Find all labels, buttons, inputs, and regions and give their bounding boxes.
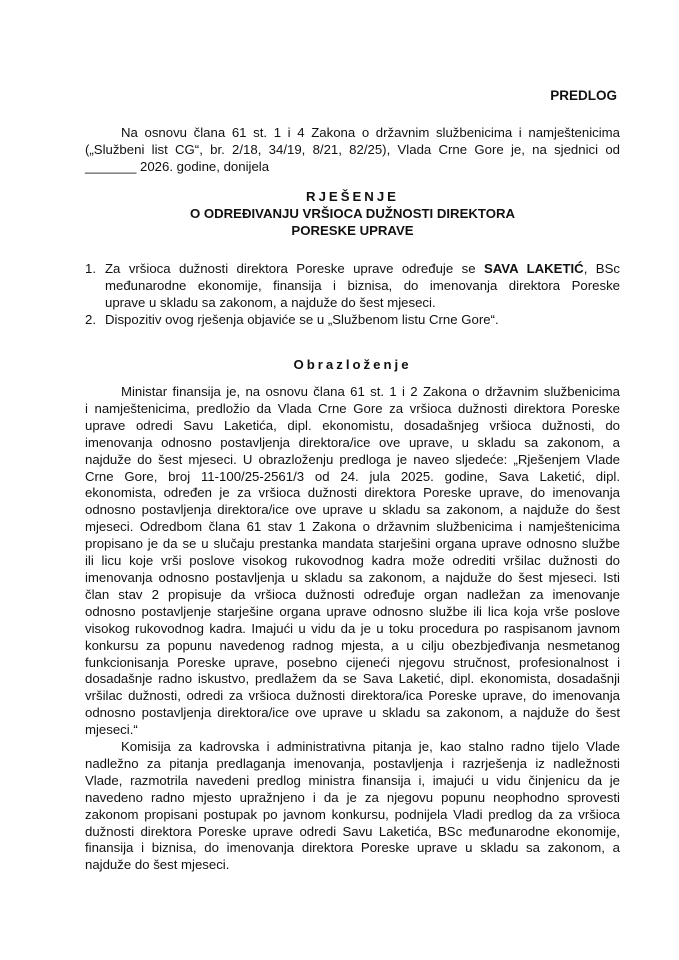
appointee-name: SAVA LAKETIĆ [483,261,584,276]
list-item [85,312,620,329]
text-line: Ministar finansija je, na osnovu člana 61 st. 1 i 2 Zakona o državnim službenicima [121,384,620,399]
list-number: 2. [85,312,96,327]
text-line: dosadašnje radno iskustvo, predlažem da se Sava Laketić, dipl. ekonomista, dosadašnji [85,671,620,687]
text-line: Vlade, razmotrila navedeni predlog ministra finansija i, imajući u vidu činjenicu da je [85,772,620,788]
text-line: Na osnovu člana 61 st. 1 i 4 Zakona o državnim službenicima i namještenicima [121,125,620,140]
text-line: i namještenicima, predložio da Vlada Crne Gore za vršioca dužnosti direktora Poreske [85,400,620,416]
list-number: 1. [85,261,96,276]
list-text: Za vršioca dužnosti direktora Poreske uprave određuje se [105,261,484,276]
text-line: imenovanja odnosno postavljenja u skladu sa zakonom, a najduže do šest mjeseci. Isti [85,569,620,585]
document-title [85,188,620,239]
text-line: Komisija za kadrovska i administrativna pitanja je, kao stalno radno tijelo Vlade [121,739,620,754]
intro-paragraph [85,125,620,176]
explanation-paragraph [85,739,620,874]
title-line-2: O ODREĐIVANJU VRŠIOCA DUŽNOSTI DIREKTORA [189,206,516,221]
proposal-label: PREDLOG [550,88,617,103]
list-line [105,261,620,278]
text-line: imenovanja odnosno postavljenja direktora/ice ove uprave, u skladu sa zakonom, a [85,434,620,450]
explanation-paragraph [85,384,620,739]
text-line: uprave odredi Savu Laketića, dipl. ekonomistu, dosadašnjeg vršioca dužnosti, do [85,417,620,433]
text-line: najduže do šest mjeseci. U obrazloženju predloga je naveo sljedeće: „Rješenjem Vlade [85,451,620,467]
text-line: („Službeni list CG“, br. 2/18, 34/19, 8/21, 82/25), Vlada Crne Gore je, na sjednici od [85,141,620,157]
list-item [85,261,620,312]
text-line: ili licu koje vrši poslove visokog rukovodnog kadra može odrediti vršilac dužnosti do [85,553,620,569]
text-line: nadležno za pitanja predlaganja imenovanja, postavljenja i razrješenja iz nadležnosti [85,755,620,771]
text-line: odnosno postavljenja direktora/ice ove uprave u skladu sa zakonom, a najduže do šest [85,502,620,518]
text-line: uprave u skladu sa zakonom, a najduže do šest mjeseci. [105,294,436,310]
list-text: , BSc [583,261,620,276]
text-line: član stav 2 propisuje da vršioca dužnosti određuje organ nadležan za imenovanje [85,586,620,602]
text-line: mjeseci. Odredbom člana 61 stav 1 Zakona o državnim službenicima i namještenicima [85,519,620,535]
text-line: zakonom propisani postupak po javnom konkursu, podnijela Vladi predlog da za vršioca [85,806,620,822]
text-line: odnosno postavljenje starješine organa uprave odnosno službe ili lica koja vrše poslove [85,603,620,619]
text-line: konkursu za popunu navedenog radnog mjesta, a u cilju obezbjeđivanja nesmetanog [85,637,620,653]
explanation-heading: Obrazloženje [293,357,412,372]
title-line-1: RJEŠENJE [306,189,399,204]
text-line: Crne Gore, broj 11-100/25-2561/3 od 24. jula 2025. godine, Sava Laketić, dipl. [85,468,620,484]
list-text: Dispozitiv ovog rješenja objaviće se u „Službenom listu Crne Gore“. [105,312,499,327]
text-line: finansija i biznisa, do imenovanja direktora Poreske uprave u skladu sa zakonom, a [85,840,620,856]
text-line: ekonomista, određen je za vršioca dužnosti direktora Poreske uprave, do imenovanja [85,485,620,501]
text-line: najduže do šest mjeseci. [85,857,230,873]
text-line: propisano je da se u slučaju prestanka mandata starješini organa uprave odnosno službe [85,536,620,552]
title-line-3: PORESKE UPRAVE [291,223,414,238]
list-continuation [105,278,620,312]
text-line: mjeseci.“ [85,722,138,738]
text-line: visokog rukovodnog kadra. Imajući u vidu da je u toku procedura po raspisanom javnom [85,620,620,636]
text-line: vršilac dužnosti, odredi za vršioca dužnosti direktora/ica Poreske uprave, do imenovanja [85,688,620,704]
text-line: odnosno postavljenja direktora/ice ove uprave u skladu sa zakonom, a najduže do šest [85,705,620,721]
text-line: funkcionisanja Poreske uprave, posebno cijeneći njegovu stručnost, profesionalnost i [85,654,620,670]
text-line: dužnosti direktora Poreske uprave odredi Savu Laketića, BSc međunarodne ekonomije, [85,823,620,839]
text-line: _______ 2026. godine, donijela [85,158,270,174]
text-line: međunarodne ekonomije, finansija i biznisa, do imenovanja direktora Poreske [105,277,620,293]
text-line: navedeno radno mjesto upražnjeno i da je za njegovu popunu neophodno sprovesti [85,789,620,805]
